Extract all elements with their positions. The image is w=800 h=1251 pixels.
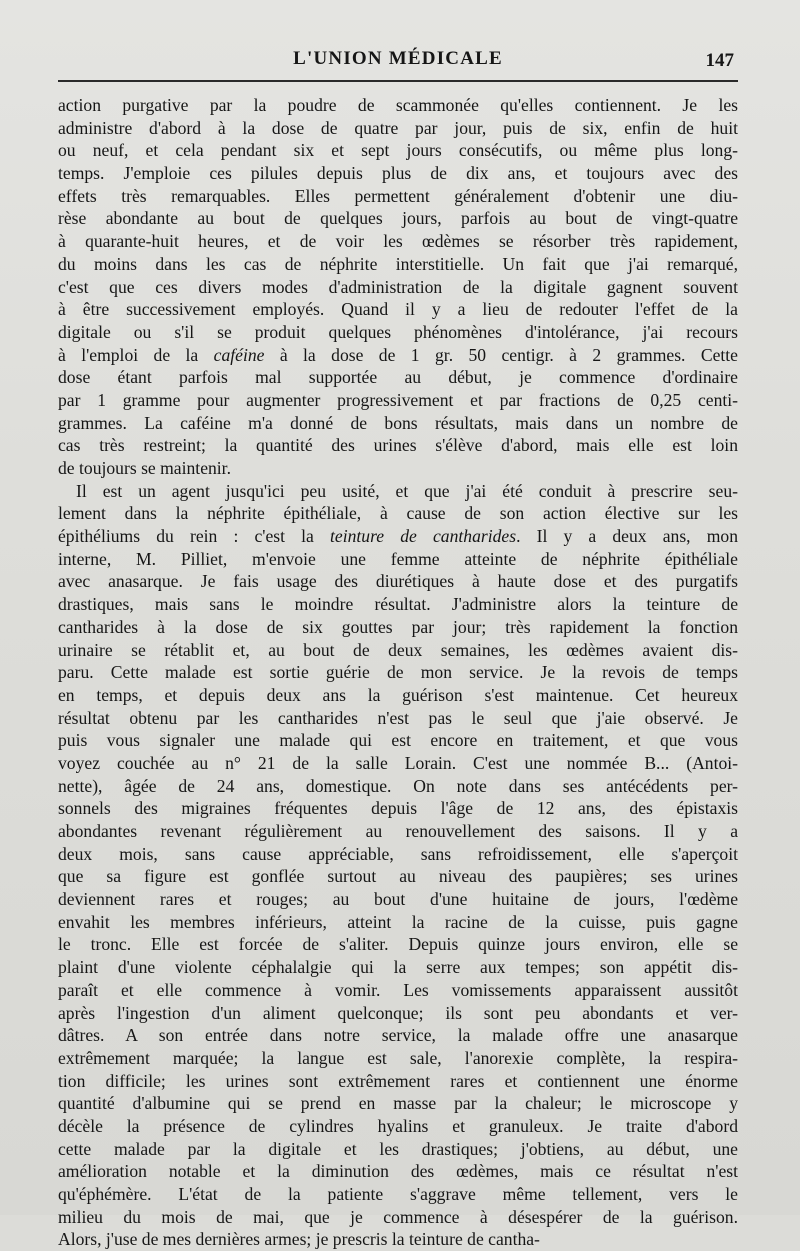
text-line: sonnels des migraines fréquentes depuis l'âge de 12 ans, des épistaxis	[58, 798, 738, 819]
text-line: grammes. La caféine m'a donné de bons résultats, mais dans un nombre de	[58, 412, 738, 433]
text-line: extrêmement marquée; la langue est sale, l'anorexie complète, la respira-	[58, 1047, 738, 1068]
text-line: paru. Cette malade est sortie guérie de mon service. Je la revois de temps	[58, 662, 738, 683]
emphasis: caféine	[213, 344, 265, 365]
text-line: administre d'abord à la dose de quatre par jour, puis de six, enfin de huit	[58, 117, 738, 138]
text-line: à l'emploi de la caféine à la dose de 1 gr. 50 centigr. à 2 grammes. Cette	[58, 344, 738, 365]
text-line: cette malade par la digitale et les drastiques; j'obtiens, au début, une	[58, 1138, 738, 1159]
text-line: dose étant parfois mal supportée au début, je commence d'ordinaire	[58, 367, 738, 388]
text-line: tion difficile; les urines sont extrêmement rares et contiennent une énorme	[58, 1070, 738, 1091]
text-line: après l'ingestion d'un aliment quelconque; ils sont peu abondants et ver-	[58, 1002, 738, 1023]
text-line: deux mois, sans cause appréciable, sans refroidissement, elle s'aperçoit	[58, 843, 738, 864]
text-line: cas très restreint; la quantité des urines s'élève d'abord, mais elle est loin	[58, 435, 738, 456]
emphasis: teinture de cantharides	[330, 526, 517, 547]
text-line: paraît et elle commence à vomir. Les vomissements apparaissent aussitôt	[58, 979, 738, 1000]
text-line: Il est un agent jusqu'ici peu usité, et que j'ai été conduit à prescrire seu-	[76, 480, 738, 501]
text-line: milieu du mois de mai, que je commence à désespérer de la guérison.	[58, 1206, 738, 1227]
page-number: 147	[705, 50, 734, 71]
page-header	[58, 46, 738, 80]
body-text	[58, 94, 738, 1251]
text-line: drastiques, mais sans le moindre résultat. J'administre alors la teinture de	[58, 594, 738, 615]
text-line: nette), âgée de 24 ans, domestique. On note dans ses antécédents per-	[58, 775, 738, 796]
text-line: avec anasarque. Je fais usage des diurétiques à haute dose et des purgatifs	[58, 571, 738, 592]
text-line: quantité d'albumine qui se prend en masse par la chaleur; le microscope y	[58, 1093, 738, 1114]
header-rule	[58, 80, 738, 82]
text-line: en temps, et depuis deux ans la guérison s'est maintenue. Cet heureux	[58, 684, 738, 705]
text-line: lement dans la néphrite épithéliale, à cause de son action élective sur les	[58, 503, 738, 524]
text-line: abondantes revenant régulièrement au renouvellement des saisons. Il y a	[58, 821, 738, 841]
text-line: deviennent rares et rouges; au bout d'une huitaine de jours, l'œdème	[58, 889, 738, 910]
text-line: interne, M. Pilliet, m'envoie une femme atteinte de néphrite épithéliale	[58, 548, 738, 569]
text-line: voyez couchée au n° 21 de la salle Lorain. C'est une nommée B... (Antoi-	[58, 752, 738, 773]
text-line: du moins dans les cas de néphrite interstitielle. Un fait que j'ai remarqué,	[58, 253, 738, 274]
text-line: rèse abondante au bout de quelques jours, parfois au bout de vingt-quatre	[58, 208, 738, 229]
text-line: cantharides à la dose de six gouttes par jour; très rapidement la fonction	[58, 616, 738, 637]
text-line: amélioration notable et la diminution des œdèmes, mais ce résultat n'est	[58, 1161, 738, 1182]
text-line: ou neuf, et cela pendant six et sept jours consécutifs, ou même plus long-	[58, 140, 738, 161]
text-line: épithéliums du rein : c'est la teinture de cantharides. Il y a deux ans, mon	[58, 526, 739, 547]
text-line: à quarante-huit heures, et de voir les œdèmes se résorber très rapidement,	[58, 231, 738, 252]
paragraph	[58, 480, 738, 1251]
text-line: Alors, j'use de mes dernières armes; je prescris la teinture de cantha-	[58, 1229, 540, 1250]
text-line: qu'éphémère. L'état de la patiente s'aggrave même tellement, vers le	[58, 1184, 738, 1204]
text-line: urinaire se rétablit et, au bout de deux semaines, les œdèmes avaient dis-	[58, 639, 738, 660]
paragraph	[58, 94, 738, 480]
text-line: effets très remarquables. Elles permettent généralement d'obtenir une diu-	[58, 185, 738, 206]
text-line: c'est que ces divers modes d'administration de la digitale gagnent souvent	[58, 276, 738, 297]
text-line: envahit les membres inférieurs, atteint la racine de la cuisse, puis gagne	[58, 911, 738, 932]
text-line: résultat obtenu par les cantharides n'est pas le seul que j'aie observé. Je	[58, 707, 738, 728]
text-line: puis vous signaler une malade qui est encore en traitement, et que vous	[58, 730, 738, 751]
text-line: action purgative par la poudre de scammonée qu'elles contiennent. Je les	[58, 95, 738, 115]
text-line: digitale ou s'il se produit quelques phénomènes d'intolérance, j'ai recours	[58, 321, 738, 342]
text-line: dâtres. A son entrée dans notre service, la malade offre une anasarque	[58, 1025, 738, 1046]
text-line: de toujours se maintenir.	[58, 458, 231, 478]
text-line: par 1 gramme pour augmenter progressivement et par fractions de 0,25 centi-	[58, 389, 738, 410]
text-line: à être successivement employés. Quand il y a lieu de redouter l'effet de la	[58, 299, 738, 320]
text-line: décèle la présence de cylindres hyalins et granuleux. Je traite d'abord	[58, 1115, 738, 1136]
text-line: temps. J'emploie ces pilules depuis plus de dix ans, et toujours avec des	[58, 163, 738, 184]
text-line: plaint d'une violente céphalalgie qui la serre aux tempes; son appétit dis-	[58, 957, 738, 978]
text-line: le tronc. Elle est forcée de s'aliter. Depuis quinze jours environ, elle se	[58, 934, 738, 955]
text-line: que sa figure est gonflée surtout au niveau des paupières; ses urines	[58, 866, 738, 887]
running-title: L'UNION MÉDICALE	[293, 48, 503, 69]
